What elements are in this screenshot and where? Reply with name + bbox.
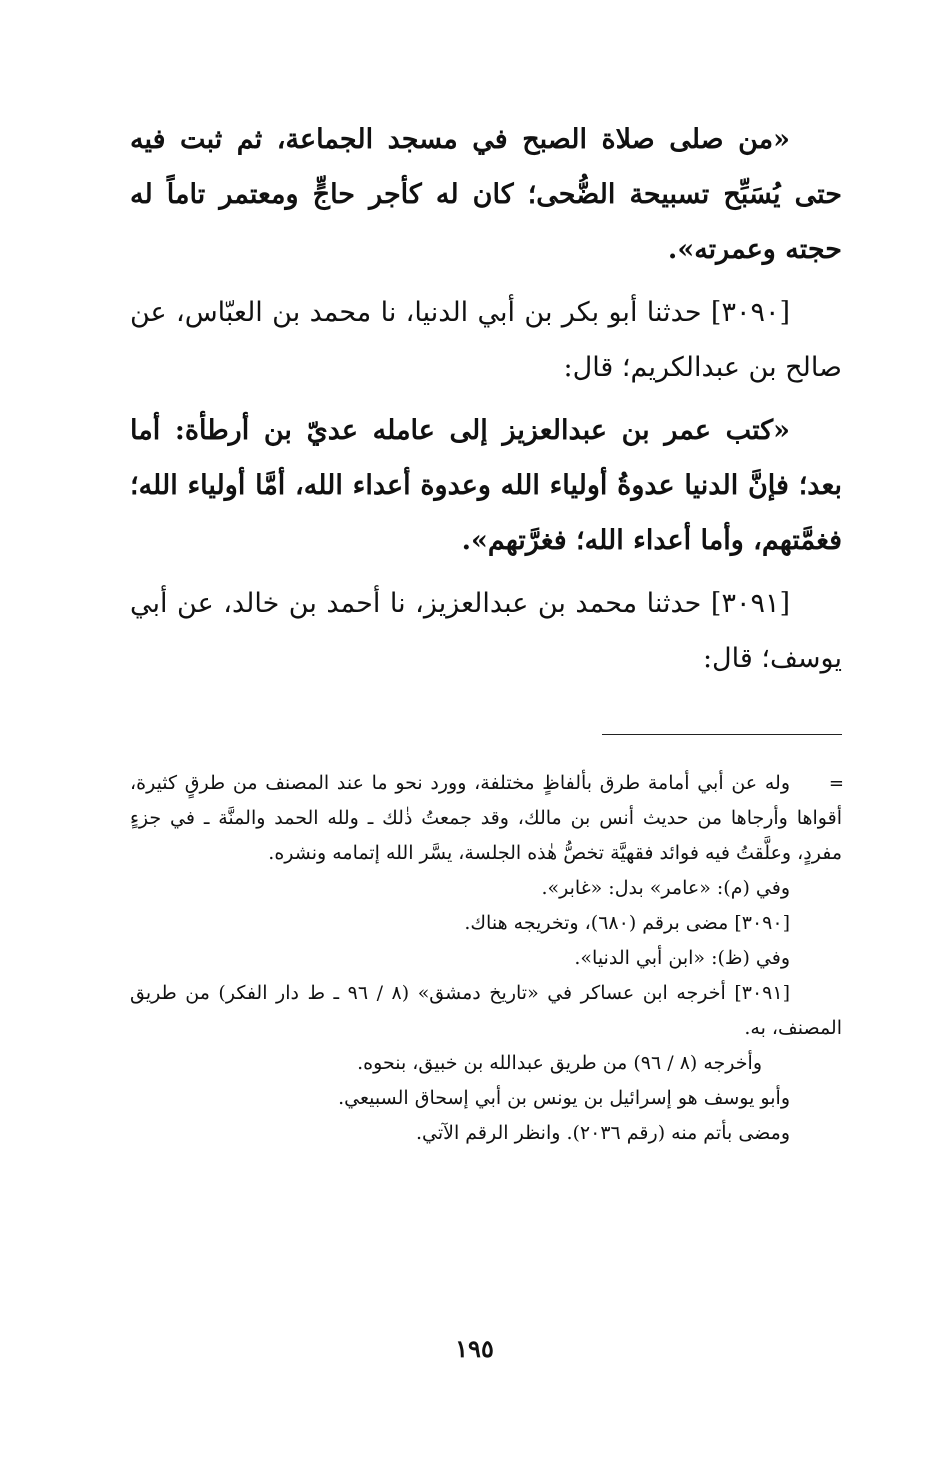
page-number: ١٩٥ — [455, 1334, 494, 1363]
footnote-separator — [602, 734, 842, 735]
footnotes — [130, 766, 842, 1151]
footnote-line: وأبو يوسف هو إسرائيل بن يونس بن أبي إسحاق السبيعي. — [338, 1087, 790, 1109]
footnote-continuation — [130, 766, 842, 871]
footnote-line: وفي (م): «عامر» بدل: «غابر». — [541, 877, 790, 899]
continuation-marker: = — [828, 773, 844, 794]
footnote-line: وفي (ظ): «ابن أبي الدنيا». — [574, 947, 790, 969]
footnote-line: وأخرجه (٨ / ٩٦) من طريق عبدالله بن خبيق، بنحوه. — [357, 1052, 762, 1074]
footnote-line: ومضى بأتم منه (رقم ٢٠٣٦). وانظر الرقم الآتي. — [415, 1122, 790, 1144]
footnote-line: [٣٠٩٠] مضى برقم (٦٨٠)، وتخريجه هناك. — [464, 912, 790, 934]
isnad-3090: [٣٠٩٠] حدثنا أبو بكر بن أبي الدنيا، نا محمد بن العبّاس، عن صالح بن عبدالكريم؛ قال: — [130, 297, 842, 383]
hadith-text-2: «كتب عمر بن عبدالعزيز إلى عامله عديّ بن أرطأة: أما بعد؛ فإنَّ الدنيا عدوةُ أولياء الله وعدوة أعداء الله، أمَّا أولياء الله؛ فغمَّتهم، وأما أعداء الله؛ فغرَّتهم». — [130, 415, 842, 556]
isnad-3091: [٣٠٩١] حدثنا محمد بن عبدالعزيز، نا أحمد بن خالد، عن أبي يوسف؛ قال: — [130, 588, 842, 674]
main-text — [130, 112, 842, 686]
footnote-line: [٣٠٩١] أخرجه ابن عساكر في «تاريخ دمشق» (٨ / ٩٦ ـ ط دار الفكر) من طريق المصنف، به. — [130, 982, 842, 1039]
hadith-text-1: «من صلى صلاة الصبح في مسجد الجماعة، ثم ثبت فيه حتى يُسَبِّح تسبيحة الضُّحى؛ كان له كأجر حاجٍّ ومعتمر تاماً له حجته وعمرته». — [130, 124, 842, 265]
footnote-text: وله عن أبي أمامة طرق بألفاظٍ مختلفة، وورد نحو ما عند المصنف من طرقٍ كثيرة، أقواها وأرجاها من حديث أنس بن مالك، وقد جمعتُ ذٰلك ـ ولله الحمد والمنَّة ـ في جزءٍ مفردٍ، وعلَّقتُ فيه فوائد فقهيَّة تخصُّ هٰذه الجلسة، يسَّر الله إتمامه ونشره. — [130, 772, 842, 864]
